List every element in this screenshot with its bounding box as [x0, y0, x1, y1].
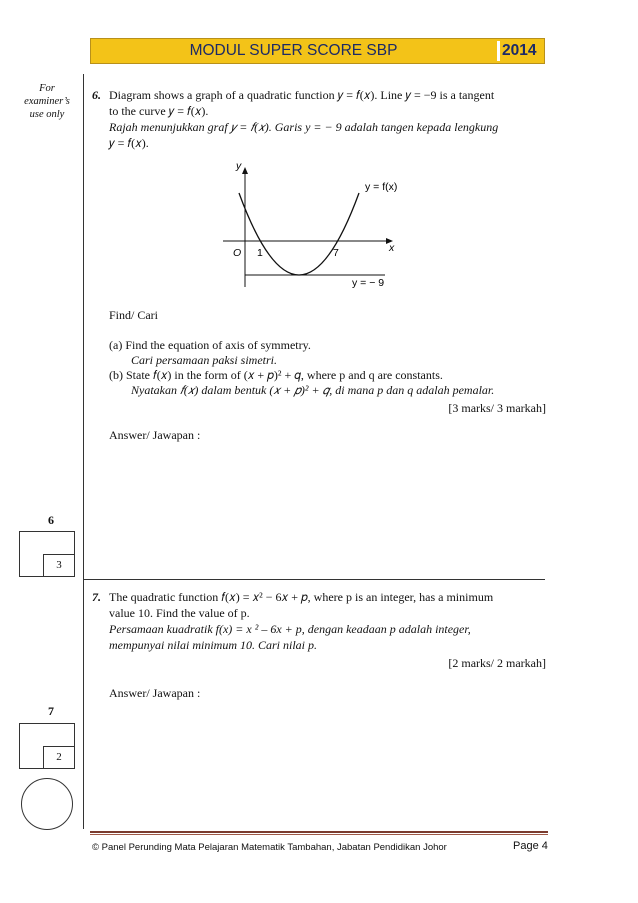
- q7-english-line2: value 10. Find the value of p.: [109, 606, 250, 620]
- q7-mark-value: 2: [43, 746, 75, 769]
- q7-answer-label: Answer/ Jawapan :: [109, 686, 201, 700]
- margin-divider: [83, 74, 84, 829]
- header-title: MODUL SUPER SCORE SBP: [189, 42, 398, 59]
- page-number: Page 4: [513, 840, 548, 852]
- q6-malay-line2: 𝑦 = 𝑓(𝑥).: [109, 136, 149, 150]
- curve-label: y = f(x): [365, 181, 398, 193]
- question-separator: [84, 579, 545, 580]
- x-axis-label: x: [389, 242, 395, 254]
- header-banner: [90, 38, 545, 64]
- q6-part-b-english: (b) State 𝑓(𝑥) in the form of (𝑥 + 𝑝)² + 𝑞, where p and q are constants.: [109, 368, 443, 382]
- q6-english-line2: to the curve 𝑦 = 𝑓(𝑥).: [109, 104, 209, 118]
- q6-answer-label: Answer/ Jawapan :: [109, 428, 201, 442]
- q6-number: 6.: [92, 88, 101, 102]
- quadratic-graph: [215, 155, 415, 290]
- footer-rule-thin: [90, 834, 548, 835]
- tangent-label: y = − 9: [352, 277, 385, 289]
- footer-rule: [90, 831, 548, 833]
- examiner-note: For examiner’s use only: [24, 83, 70, 120]
- q6-marks: [3 marks/ 3 markah]: [448, 401, 546, 415]
- y-axis-arrow: [242, 167, 248, 174]
- q7-box-number: 7: [48, 704, 54, 718]
- q6-part-b-malay: Nyatakan 𝑓(𝑥) dalam bentuk (𝑥 + 𝑝)² + 𝑞, di mana p dan q adalah pemalar.: [131, 383, 495, 397]
- q7-english-line1: The quadratic function 𝑓(𝑥) = 𝑥² − 6𝑥 + 𝑝, where p is an integer, has a minimum: [109, 590, 494, 604]
- q6-box-number: 6: [48, 513, 54, 527]
- root-1-label: 1: [257, 247, 263, 259]
- q7-malay-line1: Persamaan kuadratik f(x) = x ² – 6x + p, dengan keadaan p adalah integer,: [109, 622, 471, 636]
- q6-part-a-english: (a) Find the equation of axis of symmetry.: [109, 338, 311, 352]
- parabola-curve: [239, 193, 359, 275]
- y-axis-label: y: [236, 160, 242, 172]
- q6-find: Find/ Cari: [109, 308, 159, 322]
- q7-number: 7.: [92, 590, 101, 604]
- root-7-label: 7: [333, 247, 339, 259]
- q6-mark-value: 3: [43, 554, 75, 577]
- q7-malay-line2: mempunyai nilai minimum 10. Cari nilai p.: [109, 638, 317, 652]
- footer-credit: © Panel Perunding Mata Pelajaran Matematik Tambahan, Jabatan Pendidikan Johor: [92, 842, 447, 853]
- q7-marks: [2 marks/ 2 markah]: [448, 656, 546, 670]
- header-year: 2014: [502, 42, 537, 59]
- origin-label: O: [233, 247, 242, 259]
- header-separator: [497, 41, 500, 61]
- q6-english-line1: Diagram shows a graph of a quadratic function 𝑦 = 𝑓(𝑥). Line 𝑦 = −9 is a tangent: [109, 88, 495, 102]
- q6-malay-line1: Rajah menunjukkan graf 𝑦 = 𝑓(𝑥). Garis y = − 9 adalah tangen kepada lengkung: [109, 120, 499, 134]
- q6-part-a-malay: Cari persamaan paksi simetri.: [131, 353, 278, 367]
- total-mark-circle: [21, 778, 73, 830]
